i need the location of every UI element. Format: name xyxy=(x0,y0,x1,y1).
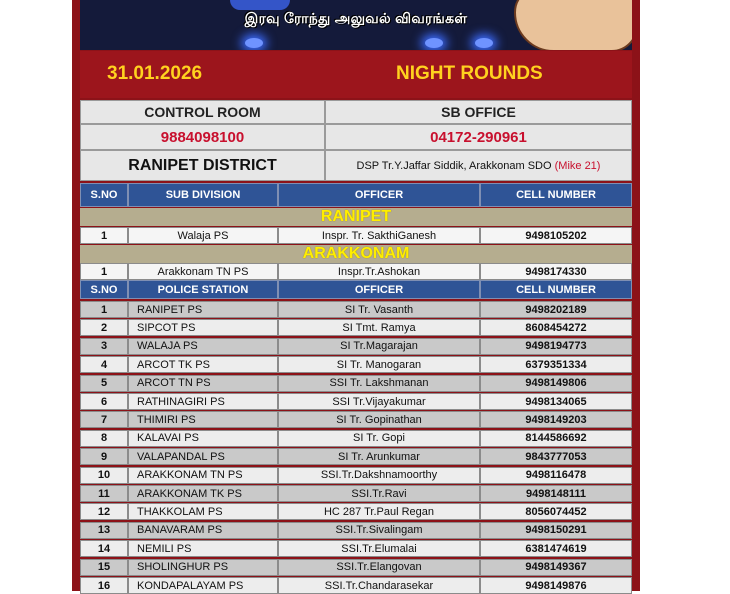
header-sno: S.NO xyxy=(80,183,128,207)
table-row xyxy=(80,540,632,557)
row-officer: SI Tr. Arunkumar xyxy=(278,448,480,465)
row-station: RATHINAGIRI PS xyxy=(128,393,278,410)
row-sno: 10 xyxy=(80,467,128,484)
row-officer: SSI.Tr.Chandarasekar xyxy=(278,577,480,594)
row-officer: SI Tr. Gopinathan xyxy=(278,411,480,428)
row-officer: SI Tr. Manogaran xyxy=(278,356,480,373)
row-officer: SI Tmt. Ramya xyxy=(278,319,480,336)
table-row xyxy=(80,467,632,484)
table-row xyxy=(80,448,632,465)
row-cell: 9498150291 xyxy=(480,522,632,539)
table-row xyxy=(80,375,632,392)
row-cell: 9498202189 xyxy=(480,301,632,318)
table-row xyxy=(80,356,632,373)
report-date: 31.01.2026 xyxy=(107,63,203,84)
row-cell: 6379351334 xyxy=(480,356,632,373)
row-sno: 15 xyxy=(80,559,128,576)
row-station: NEMILI PS xyxy=(128,540,278,557)
header2-cell-number: CELL NUMBER xyxy=(480,280,632,299)
row-sno: 8 xyxy=(80,430,128,447)
light-glow-icon xyxy=(425,38,443,48)
table-row xyxy=(80,411,632,428)
table-row xyxy=(80,338,632,355)
row-sno: 14 xyxy=(80,540,128,557)
row-station: THAKKOLAM PS xyxy=(128,503,278,520)
row-cell: 9498148111 xyxy=(480,485,632,502)
row-station: Walaja PS xyxy=(128,227,278,244)
row-station: ARCOT TK PS xyxy=(128,356,278,373)
row-officer: SSI.Tr.Elumalai xyxy=(278,540,480,557)
row-officer: SSI.Tr.Dakshnamoorthy xyxy=(278,467,480,484)
row-cell: 9498149876 xyxy=(480,577,632,594)
row-officer: SI Tr. Vasanth xyxy=(278,301,480,318)
report-heading: NIGHT ROUNDS xyxy=(396,63,543,84)
row-cell: 8056074452 xyxy=(480,503,632,520)
header-cell-number: CELL NUMBER xyxy=(480,183,632,207)
row-sno: 16 xyxy=(80,577,128,594)
light-glow-icon xyxy=(475,38,493,48)
control-room-label: CONTROL ROOM xyxy=(80,100,325,124)
header2-sno: S.NO xyxy=(80,280,128,299)
row-station: ARAKKONAM TK PS xyxy=(128,485,278,502)
table-row xyxy=(80,430,632,447)
row-station: ARCOT TN PS xyxy=(128,375,278,392)
row-station: THIMIRI PS xyxy=(128,411,278,428)
row-sno: 12 xyxy=(80,503,128,520)
row-sno: 1 xyxy=(80,227,128,244)
row-officer: SSI.Tr.Sivalingam xyxy=(278,522,480,539)
row-sno: 2 xyxy=(80,319,128,336)
table-row xyxy=(80,393,632,410)
header2-police-station: POLICE STATION xyxy=(128,280,278,299)
row-officer: Inspr.Tr.Ashokan xyxy=(278,263,480,280)
section-ranipet: RANIPET xyxy=(80,208,632,226)
title-bar xyxy=(80,51,632,98)
row-sno: 4 xyxy=(80,356,128,373)
header-officer: OFFICER xyxy=(278,183,480,207)
row-station: SHOLINGHUR PS xyxy=(128,559,278,576)
light-glow-icon xyxy=(245,38,263,48)
table-row xyxy=(80,503,632,520)
table-row xyxy=(80,227,632,244)
row-station: RANIPET PS xyxy=(128,301,278,318)
table-row xyxy=(80,263,632,280)
row-station: KONDAPALAYAM PS xyxy=(128,577,278,594)
table-row xyxy=(80,301,632,318)
control-room-phone: 9884098100 xyxy=(80,124,325,150)
row-sno: 7 xyxy=(80,411,128,428)
header-sub-division: SUB DIVISION xyxy=(128,183,278,207)
header-banner xyxy=(80,0,632,50)
table-row xyxy=(80,522,632,539)
dsp-name: DSP Tr.Y.Jaffar Siddik, Arakkonam SDO xyxy=(356,159,552,172)
header2-officer: OFFICER xyxy=(278,280,480,299)
row-officer: SSI.Tr.Elangovan xyxy=(278,559,480,576)
sb-office-phone: 04172-290961 xyxy=(325,124,632,150)
table-row xyxy=(80,559,632,576)
row-sno: 6 xyxy=(80,393,128,410)
table-row xyxy=(80,485,632,502)
row-sno: 13 xyxy=(80,522,128,539)
row-cell: 9498105202 xyxy=(480,227,632,244)
row-cell: 9498149203 xyxy=(480,411,632,428)
row-cell: 8608454272 xyxy=(480,319,632,336)
row-officer: SI Tr. Gopi xyxy=(278,430,480,447)
row-officer: SSI Tr. Lakshmanan xyxy=(278,375,480,392)
district-name: RANIPET DISTRICT xyxy=(80,150,325,181)
row-officer: SI Tr.Magarajan xyxy=(278,338,480,355)
row-officer: HC 287 Tr.Paul Regan xyxy=(278,503,480,520)
row-station: WALAJA PS xyxy=(128,338,278,355)
row-cell: 9498116478 xyxy=(480,467,632,484)
banner-graphic xyxy=(230,0,290,10)
row-cell: 9498174330 xyxy=(480,263,632,280)
row-station: SIPCOT PS xyxy=(128,319,278,336)
row-cell: 9498134065 xyxy=(480,393,632,410)
row-officer: SSI.Tr.Ravi xyxy=(278,485,480,502)
banner-tamil-title: இரவு ரோந்து அலுவல் விவரங்கள் xyxy=(244,10,468,26)
row-sno: 9 xyxy=(80,448,128,465)
row-station: KALAVAI PS xyxy=(128,430,278,447)
row-station: ARAKKONAM TN PS xyxy=(128,467,278,484)
row-sno: 5 xyxy=(80,375,128,392)
dsp-mike: (Mike 21) xyxy=(554,159,601,172)
row-station: VALAPANDAL PS xyxy=(128,448,278,465)
row-station: Arakkonam TN PS xyxy=(128,263,278,280)
row-sno: 3 xyxy=(80,338,128,355)
row-sno: 11 xyxy=(80,485,128,502)
banner-illustration xyxy=(514,0,632,50)
section-arakkonam: ARAKKONAM xyxy=(80,245,632,263)
dsp-info xyxy=(325,150,632,181)
row-sno: 1 xyxy=(80,263,128,280)
row-cell: 8144586692 xyxy=(480,430,632,447)
row-cell: 6381474619 xyxy=(480,540,632,557)
row-sno: 1 xyxy=(80,301,128,318)
row-station: BANAVARAM PS xyxy=(128,522,278,539)
row-cell: 9498149367 xyxy=(480,559,632,576)
table-row xyxy=(80,577,632,594)
sb-office-label: SB OFFICE xyxy=(325,100,632,124)
row-officer: SSI Tr.Vijayakumar xyxy=(278,393,480,410)
table-row xyxy=(80,319,632,336)
row-cell: 9843777053 xyxy=(480,448,632,465)
row-cell: 9498149806 xyxy=(480,375,632,392)
row-officer: Inspr. Tr. SakthiGanesh xyxy=(278,227,480,244)
row-cell: 9498194773 xyxy=(480,338,632,355)
